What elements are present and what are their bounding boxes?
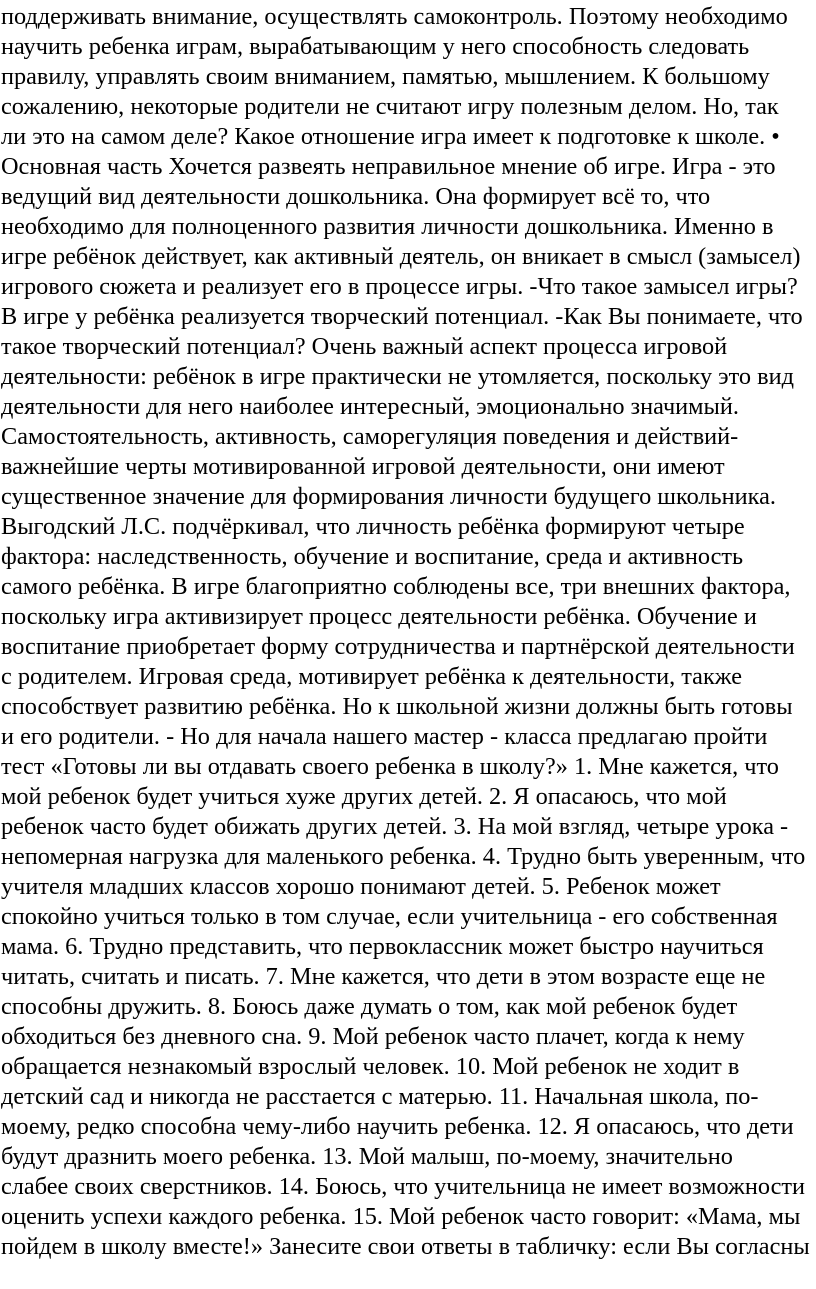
text-line: необходимо для полноценного развития личности дошкольника. Именно в — [1, 213, 774, 240]
text-line: моему, редко способна чему-либо научить ребенка. 12. Я опасаюсь, что дети — [1, 1113, 794, 1140]
text-line: оценить успехи каждого ребенка. 15. Мой ребенок часто говорит: «Мама, мы — [1, 1203, 801, 1230]
text-line: обращается незнакомый взрослый человек. 10. Мой ребенок не ходит в — [1, 1053, 740, 1080]
text-line: спокойно учиться только в том случае, если учительница - его собственная — [1, 903, 778, 930]
text-line: детский сад и никогда не расстается с матерью. 11. Начальная школа, по- — [1, 1083, 759, 1110]
text-line: существенное значение для формирования личности будущего школьника. — [1, 483, 776, 510]
text-line: игре ребёнок действует, как активный деятель, он вникает в смысл (замысел) — [1, 243, 801, 270]
text-line: сожалению, некоторые родители не считают игру полезным делом. Но, так — [1, 93, 779, 120]
text-line: учителя младших классов хорошо понимают детей. 5. Ребенок может — [1, 873, 721, 900]
text-line: В игре у ребёнка реализуется творческий потенциал. -Как Вы понимаете, что — [1, 303, 803, 330]
text-line: будут дразнить моего ребенка. 13. Мой малыш, по-моему, значительно — [1, 1143, 733, 1170]
text-line: фактора: наследственность, обучение и воспитание, среда и активность — [1, 543, 744, 570]
text-line: такое творческий потенциал? Очень важный аспект процесса игровой — [1, 333, 728, 360]
text-line: ли это на самом деле? Какое отношение игра имеет к подготовке к школе. • — [1, 123, 780, 150]
text-line: самого ребёнка. В игре благоприятно соблюдены все, три внешних фактора, — [1, 573, 791, 600]
text-line: правилу, управлять своим вниманием, памятью, мышлением. К большому — [1, 63, 770, 90]
text-line: пойдем в школу вместе!» Занесите свои ответы в табличку: если Вы согласны — [1, 1233, 810, 1260]
text-line: слабее своих сверстников. 14. Боюсь, что учительница не имеет возможности — [1, 1173, 806, 1200]
text-line: Самостоятельность, активность, саморегуляция поведения и действий- — [1, 423, 739, 450]
text-line: читать, считать и писать. 7. Мне кажется, что дети в этом возрасте еще не — [1, 963, 766, 990]
text-line: ведущий вид деятельности дошкольника. Она формирует всё то, что — [1, 183, 711, 210]
text-line: с родителем. Игровая среда, мотивирует ребёнка к деятельности, также — [1, 663, 743, 690]
text-line: тест «Готовы ли вы отдавать своего ребенка в школу?» 1. Мне кажется, что — [1, 753, 779, 780]
text-line: Выгодский Л.С. подчёркивал, что личность ребёнка формируют четыре — [1, 513, 745, 540]
text-line: ребенок часто будет обижать других детей. 3. На мой взгляд, четыре урока - — [1, 813, 789, 840]
text-line: воспитание приобретает форму сотрудничества и партнёрской деятельности — [1, 633, 795, 660]
text-line: мой ребенок будет учиться хуже других детей. 2. Я опасаюсь, что мой — [1, 783, 727, 810]
text-line: научить ребенка играм, вырабатывающим у него способность следовать — [1, 33, 750, 60]
text-line: игрового сюжета и реализует его в процессе игры. -Что такое замысел игры? — [1, 273, 798, 300]
text-line: мама. 6. Трудно представить, что первоклассник может быстро научиться — [1, 933, 764, 960]
text-line: и его родители. - Но для начала нашего мастер - класса предлагаю пройти — [1, 723, 768, 750]
text-line: обходиться без дневного сна. 9. Мой ребенок часто плачет, когда к нему — [1, 1023, 745, 1050]
text-line: поддерживать внимание, осуществлять самоконтроль. Поэтому необходимо — [1, 3, 788, 30]
text-line: способствует развитию ребёнка. Но к школьной жизни должны быть готовы — [1, 693, 793, 720]
text-line: важнейшие черты мотивированной игровой деятельности, они имеют — [1, 453, 725, 480]
text-line: способны дружить. 8. Боюсь даже думать о том, как мой ребенок будет — [1, 993, 738, 1020]
text-line: деятельности для него наиболее интересный, эмоционально значимый. — [1, 393, 739, 420]
text-line: поскольку игра активизирует процесс деятельности ребёнка. Обучение и — [1, 603, 757, 630]
text-line: деятельности: ребёнок в игре практически не утомляется, поскольку это вид — [1, 363, 794, 390]
text-line: непомерная нагрузка для маленького ребенка. 4. Трудно быть уверенным, что — [1, 843, 806, 870]
text-line: Основная часть Хочется развеять неправильное мнение об игре. Игра - это — [1, 153, 776, 180]
